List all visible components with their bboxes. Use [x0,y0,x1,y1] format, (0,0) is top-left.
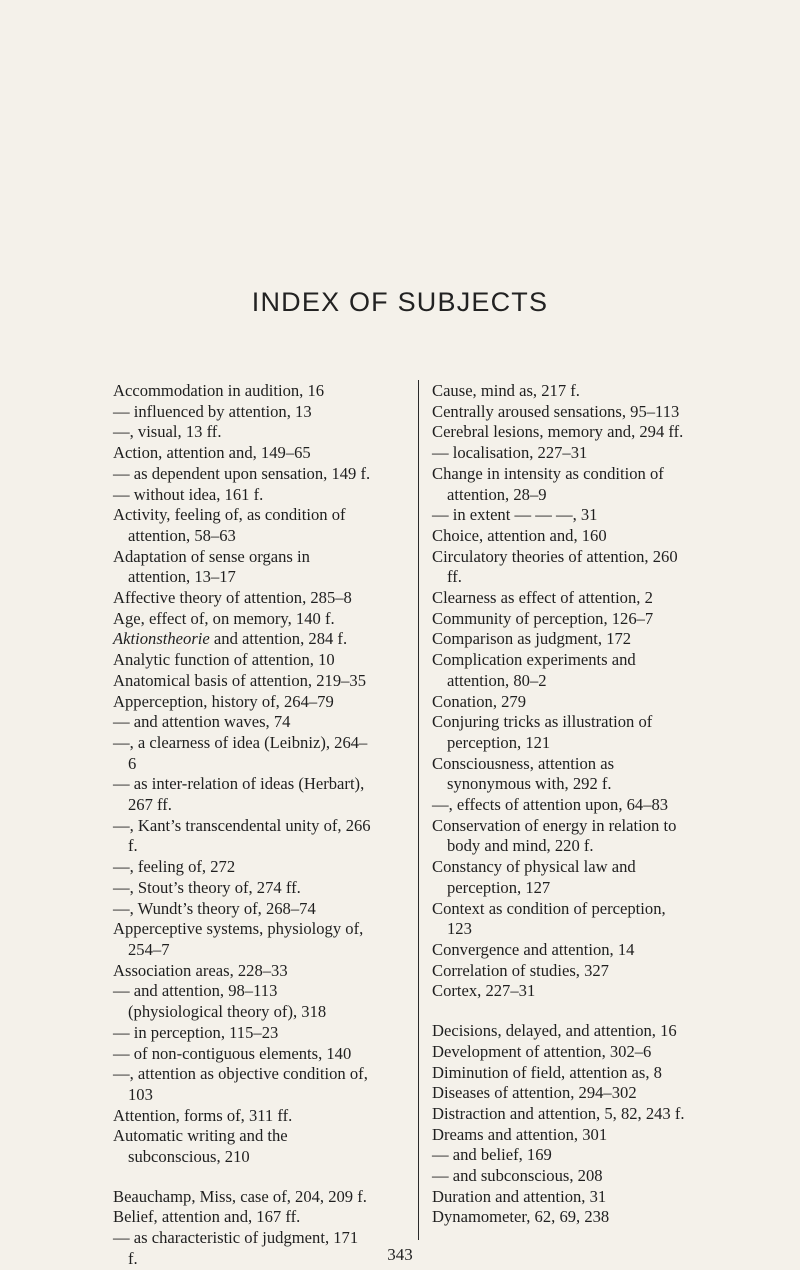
index-entry: — as inter-relation of ideas (Herbart), 267 ff. [113,774,365,815]
index-entry: Change in intensity as condition of attention, 28–9 [432,463,664,504]
index-entry: Diminution of field, attention as, 8 [432,1062,662,1082]
index-entry: Constancy of physical law and perception, 127 [432,857,636,897]
index-entry: Community of perception, 126–7 [432,608,654,628]
index-entry: Cortex, 227–31 [432,981,536,1001]
index-entry: Diseases of attention, 294–302 [432,1083,637,1103]
index-entry: Beauchamp, Miss, case of, 204, 209 f. [113,1186,367,1206]
index-entry: —, effects of attention upon, 64–83 [432,795,669,815]
index-entry: Automatic writing and the subconscious, 210 [113,1126,288,1167]
column-divider [418,380,419,1240]
letter-section-gap [432,1002,690,1021]
index-entry: Dreams and attention, 301 [432,1124,608,1144]
index-entry: Analytic function of attention, 10 [113,650,335,670]
index-entry: Distraction and attention, 5, 82, 243 f. [432,1103,685,1123]
index-entry: Activity, feeling of, as condition of attention, 58–63 [113,505,346,545]
index-entry: Cerebral lesions, memory and, 294 ff. [432,422,684,442]
index-entry: Correlation of studies, 327 [432,960,609,980]
index-entry: Adaptation of sense organs in attention, 13–17 [113,546,310,587]
index-entry: Duration and attention, 31 [432,1186,607,1206]
index-entry: Apperceptive systems, physiology of, 254–7 [113,919,364,959]
index-entry [113,629,371,650]
index-entry: Conjuring tricks as illustration of perception, 121 [432,712,653,752]
index-entry: —, Stout’s theory of, 274 ff. [113,877,301,897]
index-entry: Affective theory of attention, 285–8 [113,588,352,608]
index-entry: Complication experiments and attention, 80–2 [432,650,636,690]
index-entry: Conation, 279 [432,691,527,711]
index-entry: —, Wundt’s theory of, 268–74 [113,898,316,918]
index-entry: Action, attention and, 149–65 [113,443,311,463]
index-entry: — localisation, 227–31 [432,443,588,463]
index-entry: Accommodation in audition, 16 [113,381,325,400]
index-entry: Attention, forms of, 311 ff. [113,1105,293,1125]
index-entry: Comparison as judgment, 172 [432,629,632,649]
index-entry: Convergence and attention, 14 [432,939,635,959]
index-entry: — in perception, 115–23 [113,1022,279,1042]
index-entry: Association areas, 228–33 [113,960,288,980]
index-entry: Anatomical basis of attention, 219–35 [113,670,367,690]
page-title: INDEX OF SUBJECTS [251,287,549,317]
index-entry: — and attention waves, 74 [113,712,291,732]
index-entry: Age, effect of, on memory, 140 f. [113,608,335,628]
index-entry: — without idea, 161 f. [113,484,264,504]
index-entry: Circulatory theories of attention, 260 ff. [432,546,678,587]
index-entry: — of non-contiguous elements, 140 [113,1043,352,1063]
index-column-left [113,381,371,1270]
index-entry: — in extent — — —, 31 [432,505,598,525]
index-entry: — and attention, 98–113 (physiological theory of), 318 [113,981,327,1022]
index-entry: — as characteristic of judgment, 171 f. [113,1228,359,1268]
index-entry: — and subconscious, 208 [432,1166,603,1186]
index-entry: Belief, attention and, 167 ff. [113,1207,301,1227]
index-entry: — influenced by attention, 13 [113,401,312,421]
index-entry: Clearness as effect of attention, 2 [432,588,653,608]
letter-section-gap [113,1168,371,1187]
index-entry-text: and attention, 284 f. [209,629,348,649]
index-entry: Context as condition of perception, 123 [432,898,666,939]
index-entry: —, Kant’s transcendental unity of, 266 f. [113,815,371,856]
index-entry: Development of attention, 302–6 [432,1041,652,1061]
index-entry: — and belief, 169 [432,1145,552,1165]
index-entry: Consciousness, attention as synonymous with, 292 f. [432,753,615,794]
index-entry: Conservation of energy in relation to body and mind, 220 f. [432,815,677,856]
index-entry-italic-term: Aktionstheorie [113,629,210,649]
index-entry: Cause, mind as, 217 f. [432,381,580,400]
index-entry: Decisions, delayed, and attention, 16 [432,1021,677,1041]
index-entry: Choice, attention and, 160 [432,525,607,545]
index-entry: —, feeling of, 272 [113,857,236,877]
index-entry: —, a clearness of idea (Leibniz), 264–6 [113,732,368,773]
index-entry: Centrally aroused sensations, 95–113 [432,401,680,421]
index-column-right [432,381,690,1228]
index-entry: —, visual, 13 ff. [113,422,222,442]
index-entry: — as dependent upon sensation, 149 f. [113,463,371,483]
index-entry: Apperception, history of, 264–79 [113,691,334,711]
index-entry: —, attention as objective condition of, 103 [113,1064,368,1104]
page-number: 343 [387,1245,413,1264]
index-entry: Dynamometer, 62, 69, 238 [432,1207,610,1227]
